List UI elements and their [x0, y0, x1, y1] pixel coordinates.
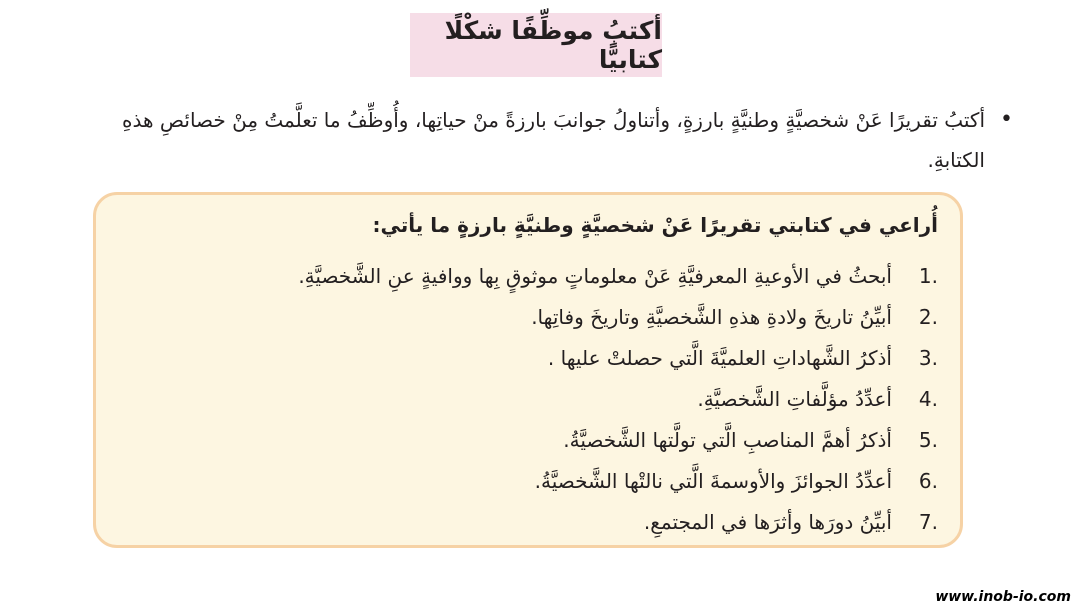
item-text: أبحثُ في الأوعيةِ المعرفيَّةِ عَنْ معلوماتٍ موثوقٍ بِها ووافيةٍ عنِ الشَّخصيَّةِ.: [298, 263, 892, 288]
item-text: أذكرُ الشَّهاداتِ العلميَّةَ الَّتي حصلتْ عليها .: [547, 345, 892, 370]
item-number: 1.: [918, 263, 938, 288]
criteria-intro: أُراعي في كتابتي تقريرًا عَنْ شخصيَّةٍ وطنيَّةٍ بارزةٍ ما يأتي:: [372, 213, 938, 237]
bullet-icon: •: [1000, 107, 1013, 132]
item-text: أعدِّدُ الجوائزَ والأوسمةَ الَّتي نالتْها الشَّخصيَّةُ.: [534, 468, 892, 493]
item-text: أعدِّدُ مؤلَّفاتِ الشَّخصيَّةِ.: [697, 386, 892, 411]
list-item: [298, 337, 938, 378]
list-item: [298, 296, 938, 337]
criteria-box: [93, 192, 963, 548]
item-text: أذكرُ أهمَّ المناصبِ الَّتي تولَّتها الشَّخصيَّةُ.: [563, 427, 892, 452]
list-item: [298, 460, 938, 501]
item-text: أبيِّنُ دورَها وأثرَها في المجتمعِ.: [643, 509, 892, 534]
list-item: [298, 255, 938, 296]
section-title: أكتبُ موظِّفًا شكْلًا كتابيًّا: [444, 16, 662, 74]
item-number: 3.: [918, 345, 938, 370]
task-text: أكتبُ تقريرًا عَنْ شخصيَّةٍ وطنيَّةٍ بارزةٍ، وأتناولُ جوانبَ بارزةً منْ حياتِها، وأُوظِّفُ ما تعلَّمتُ مِنْ خصائصِ هذهِ الكتابةِ.: [122, 108, 985, 172]
item-number: 6.: [918, 468, 938, 493]
list-item: [298, 419, 938, 460]
section-title-box: [410, 13, 662, 77]
item-number: 7.: [918, 509, 938, 534]
task-paragraph: [115, 100, 1013, 180]
watermark: www.inob-io.com: [935, 589, 1071, 605]
item-number: 5.: [918, 427, 938, 452]
item-text: أبيِّنُ تاريخَ ولادةِ هذهِ الشَّخصيَّةِ وتاريخَ وفاتِها.: [531, 304, 892, 329]
criteria-list: [298, 255, 938, 542]
item-number: 2.: [918, 304, 938, 329]
item-number: 4.: [918, 386, 938, 411]
list-item: [298, 501, 938, 542]
list-item: [298, 378, 938, 419]
